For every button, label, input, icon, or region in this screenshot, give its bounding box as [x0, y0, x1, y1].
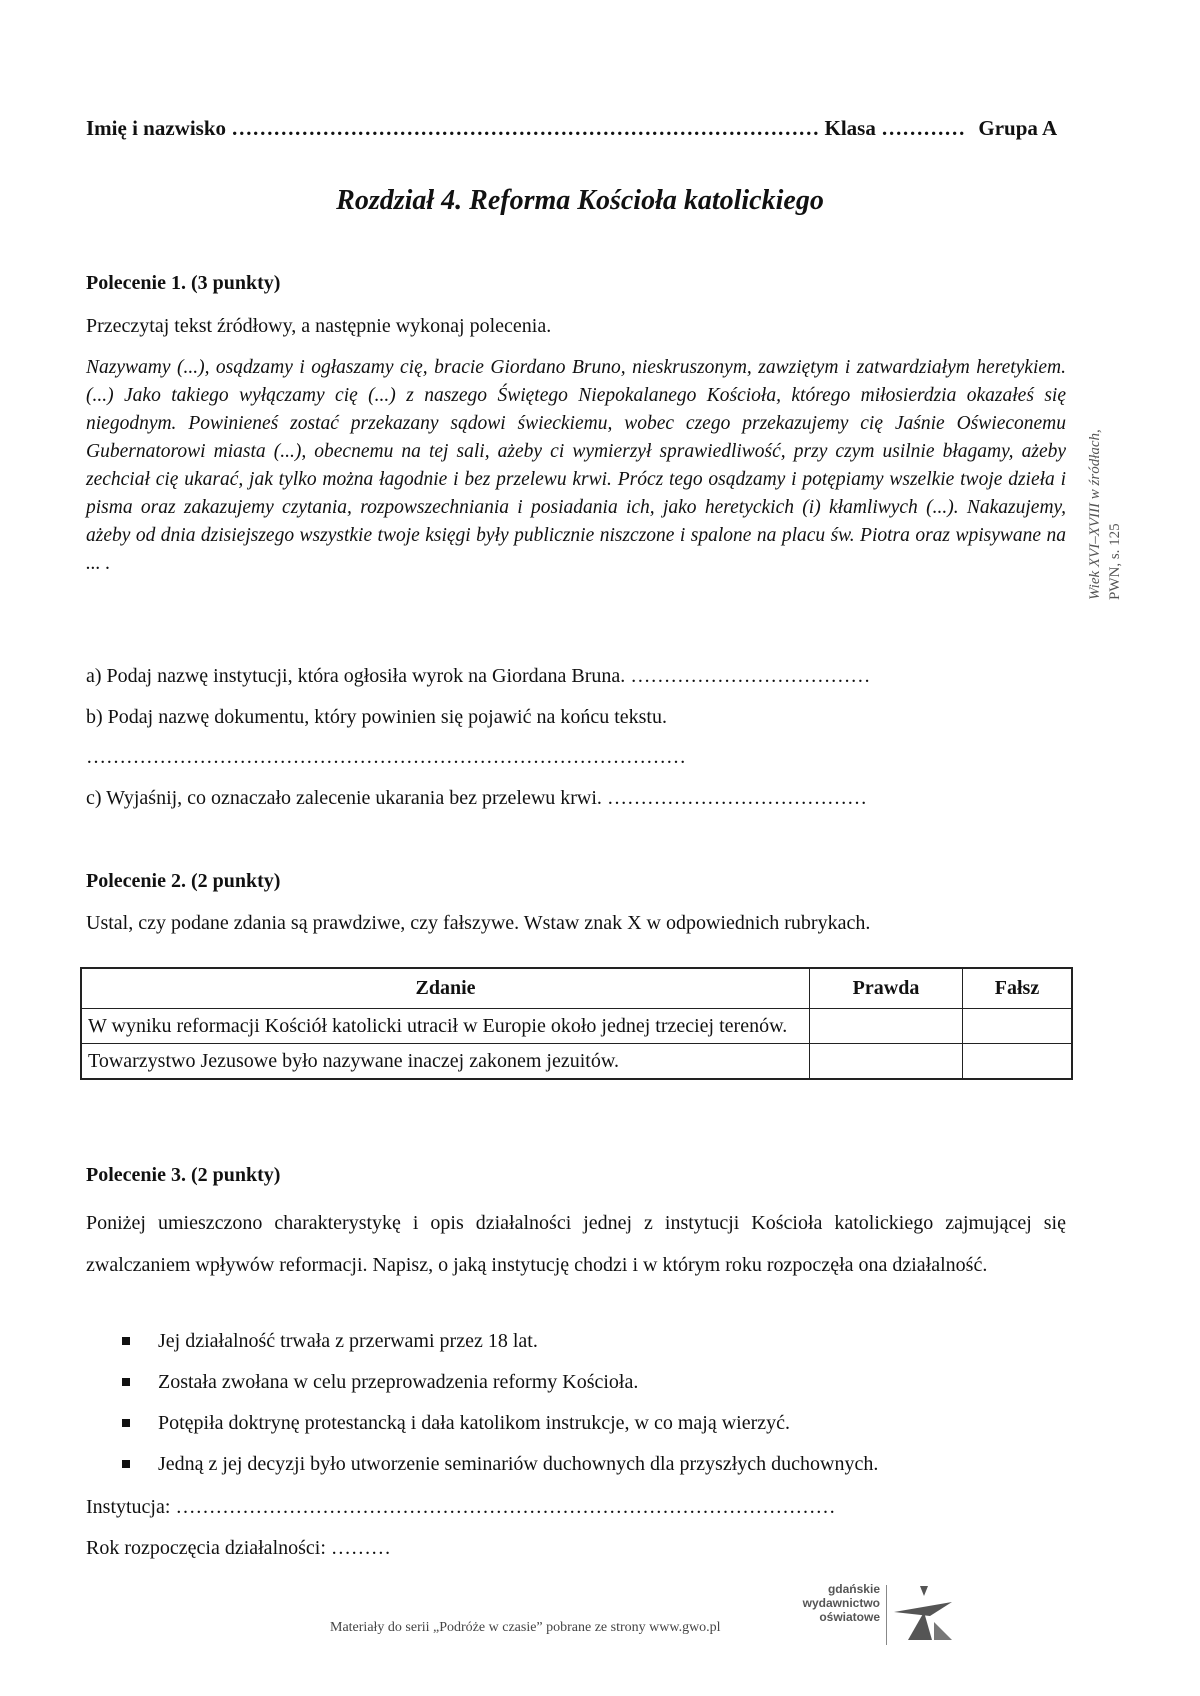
group-label: Grupa A — [978, 116, 1058, 140]
logo-line-1: gdańskie — [827, 1582, 880, 1596]
statement-cell: W wyniku reformacji Kościół katolicki utracił w Europie około jednej trzeciej terenów. — [81, 1009, 810, 1044]
column-header-statement: Zdanie — [81, 968, 810, 1009]
true-false-table — [80, 967, 1073, 1080]
table-row — [81, 1009, 1072, 1044]
publisher-logo-text — [800, 1582, 880, 1624]
student-header — [86, 116, 1061, 141]
bullet-square-icon — [122, 1419, 130, 1427]
footer-note: Materiały do serii „Podróże w czasie” pobrane ze strony www.gwo.pl — [330, 1620, 721, 1635]
question-a — [86, 665, 870, 688]
answer-b-blank[interactable]: ……………………………………………………………………………… — [86, 746, 686, 768]
list-item-text: Została zwołana w celu przeprowadzenia reformy Kościoła. — [158, 1371, 639, 1393]
list-item-text: Jej działalność trwała z przerwami przez 18 lat. — [158, 1330, 538, 1352]
list-item-text: Potępiła doktrynę protestancką i dała katolikom instrukcje, w co mają wierzyć. — [158, 1412, 791, 1434]
year-answer — [86, 1537, 391, 1560]
institution-answer — [86, 1496, 835, 1519]
year-label: Rok rozpoczęcia działalności: — [86, 1537, 326, 1559]
false-answer-cell[interactable] — [963, 1009, 1073, 1044]
list-item-text: Jedną z jej decyzji było utworzenie seminariów duchownych dla przyszłych duchownych. — [158, 1453, 879, 1475]
false-answer-cell[interactable] — [963, 1044, 1073, 1080]
table-row — [81, 1044, 1072, 1080]
column-header-false: Fałsz — [963, 968, 1073, 1009]
statement-cell: Towarzystwo Jezusowe było nazywane inaczej zakonem jezuitów. — [81, 1044, 810, 1080]
answer-c-blank[interactable]: ………………………………… — [606, 787, 867, 809]
task1-instruction: Przeczytaj tekst źródłowy, a następnie wykonaj polecenia. — [86, 315, 552, 337]
table-header-row — [81, 968, 1072, 1009]
task3-heading: Polecenie 3. (2 punkty) — [86, 1164, 281, 1186]
bullet-square-icon — [122, 1378, 130, 1386]
class-blank[interactable]: ………… — [881, 116, 966, 140]
source-text: Nazywamy (...), osądzamy i ogłaszamy cię, bracie Giordano Bruno, nieskruszonym, zawziętym i zatwardziałym heretykiem. (...) Jako takiego wyłączamy cię (...) z naszego Świętego Niepokalanego Kościoła, którego miłosierdzia okazałeś się niegodnym. Powinieneś zostać przekazany sądowi świeckiemu, wobec czego przekazujemy cię Jaśnie Oświeconemu Gubernatorowi miasta (...), obecnemu na tej sali, ażeby ci wymierzył sprawiedliwość, przy czym usilnie błagamy, ażeby zechciał cię ukarać, jak tylko można łagodnie i bez przelewu krwi. Prócz tego osądzamy i potępiamy wszelkie twoje dzieła i pisma oraz zakazujemy czytania, rozpowszechniania i posiadania ich, jako heretyckich (i) kłamliwych (...). Nakazujemy, ażeby od dnia dzisiejszego wszystkie twoje księgi były publicznie niszczone i spalone na placu św. Piotra oraz wpisywane na ... . — [86, 357, 1066, 574]
task1-heading: Polecenie 1. (3 punkty) — [86, 272, 281, 294]
true-answer-cell[interactable] — [810, 1009, 963, 1044]
name-blank[interactable]: ………………………………………………………………………… — [231, 116, 820, 140]
column-header-true: Prawda — [810, 968, 963, 1009]
question-c-text: c) Wyjaśnij, co oznaczało zalecenie ukarania bez przelewu krwi. — [86, 787, 602, 809]
logo-divider — [886, 1585, 887, 1645]
task2-heading: Polecenie 2. (2 punkty) — [86, 870, 281, 892]
question-c — [86, 787, 867, 810]
name-label: Imię i nazwisko — [86, 116, 227, 140]
answer-a-blank[interactable]: ……………………………… — [630, 665, 871, 687]
task2-instruction: Ustal, czy podane zdania są prawdziwe, czy fałszywe. Wstaw znak X w odpowiednich rubrykach. — [86, 912, 871, 934]
class-label: Klasa — [824, 116, 876, 140]
institution-label: Instytucja: — [86, 1496, 171, 1518]
bullet-square-icon — [122, 1460, 130, 1468]
year-blank[interactable]: ……… — [330, 1537, 391, 1559]
bullet-square-icon — [122, 1337, 130, 1345]
institution-blank[interactable]: ……………………………………………………………………………………… — [175, 1496, 836, 1518]
page-title: Rozdział 4. Reforma Kościoła katolickiego — [336, 185, 824, 216]
source-reference-title: Wiek XVI–XVIII w źródłach, — [1087, 429, 1103, 600]
logo-line-2: wydawnictwo — [802, 1596, 880, 1610]
source-reference — [1085, 340, 1125, 600]
question-b: b) Podaj nazwę dokumentu, który powinien się pojawić na końcu tekstu. — [86, 706, 667, 728]
task3-instruction: Poniżej umieszczono charakterystykę i opis działalności jednej z instytucji Kościoła katolickiego zajmującej się zwalczaniem wpływów reformacji. Napisz, o jaką instytucję chodzi i w którym roku rozpoczęła ona działalność. — [86, 1212, 1066, 1276]
logo-line-3: oświatowe — [819, 1610, 880, 1624]
publisher-logo-icon — [890, 1582, 956, 1644]
true-answer-cell[interactable] — [810, 1044, 963, 1080]
source-reference-publisher: PWN, s. 125 — [1107, 523, 1123, 600]
question-a-text: a) Podaj nazwę instytucji, która ogłosiła wyrok na Giordana Bruna. — [86, 665, 626, 687]
